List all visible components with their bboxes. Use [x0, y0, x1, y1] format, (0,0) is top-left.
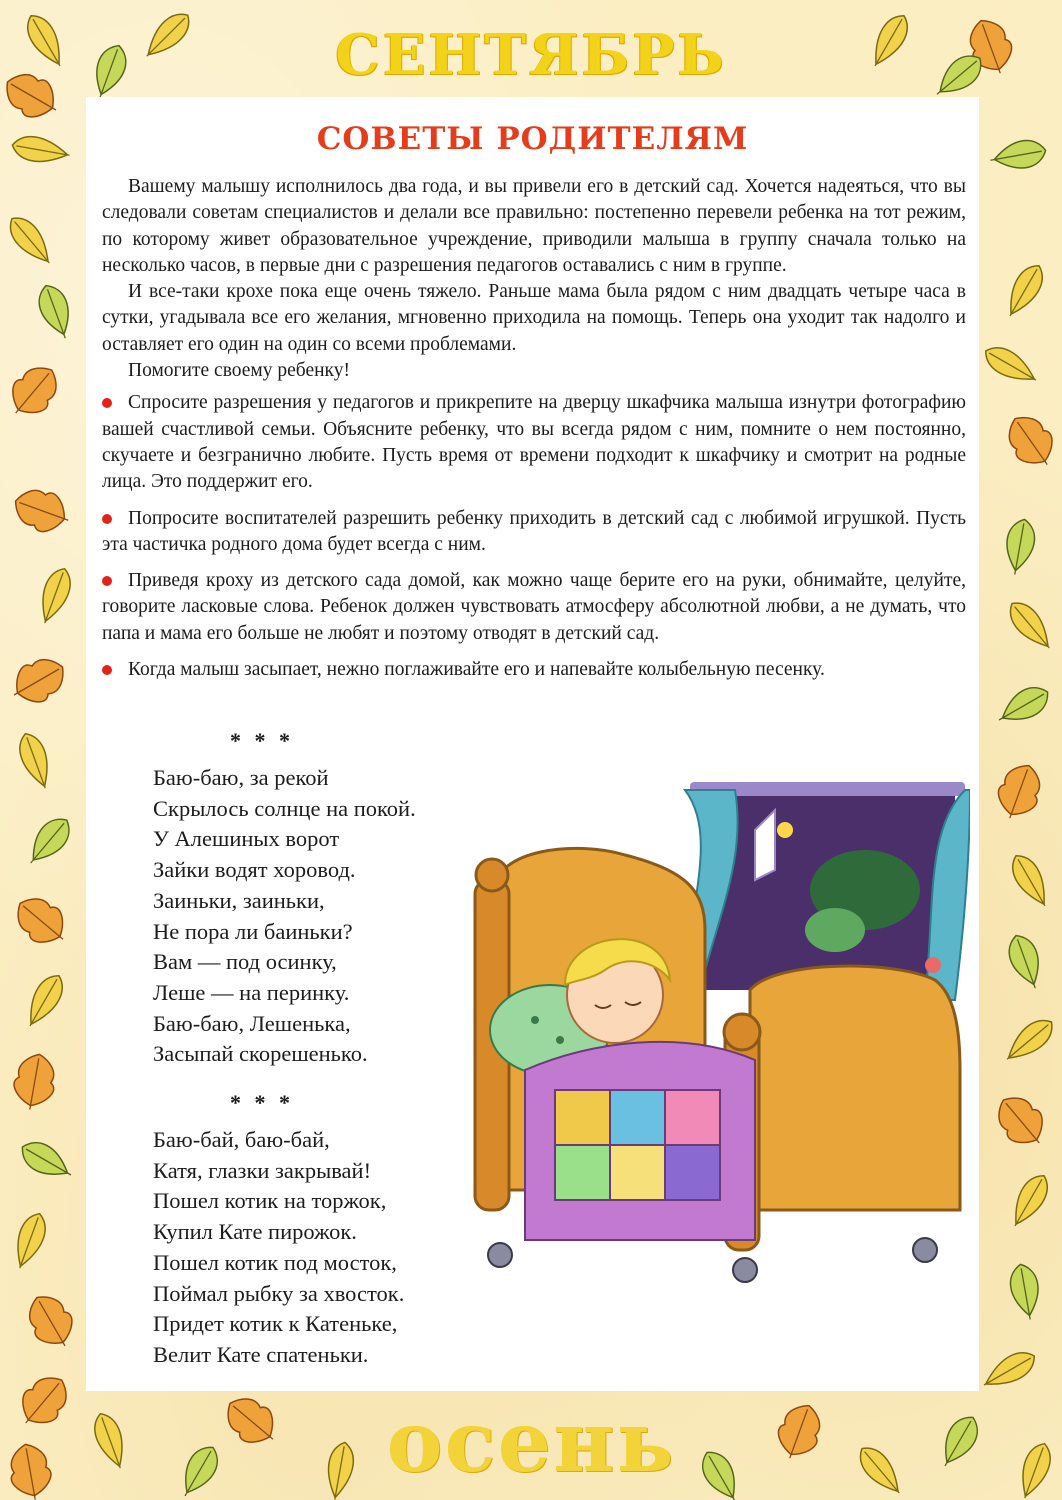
lullaby-poem-1 [153, 763, 416, 1070]
intro-paragraph: Вашему малышу исполнилось два года, и вы привели его в детский сад. Хочется надеяться, что вы следовали советам специалистов и делали все правильно: постепенно перевели ребенка на тот режим, по которому живет образовательное учреждение, приводили малыша в группу сначала только на несколько часов, в первые дни с разрешения педагогов оставались с ним в группе. [102, 176, 966, 276]
poem-line: Купил Кате пирожок. [153, 1219, 357, 1245]
advice-text: Приведя кроху из детского сада домой, как можно чаще берите его на руки, обнимайте, целуйте, говорите ласковые слова. Ребенок должен чувствовать атмосферу абсолютной любви, а не думать, что папа и мама его больше не любят и поэтому отводят в детский сад. [102, 570, 966, 644]
poem-line: Заиньки, заиньки, [153, 887, 325, 913]
poem-line: Вам — под осинку, [153, 949, 337, 975]
advice-text: Когда малыш засыпает, нежно поглаживайте его и напевайте колыбельную песенку. [128, 659, 825, 681]
poem-line: Баю-баю, за рекой [153, 765, 329, 790]
article-body [102, 174, 966, 693]
article-title: СОВЕТЫ РОДИТЕЛЯМ [316, 121, 749, 157]
red-bullet-icon [102, 665, 112, 675]
poem-separator: * * * [230, 728, 294, 753]
advice-bullet [102, 390, 966, 495]
red-bullet-icon [102, 514, 112, 524]
poem-separator: * * * [230, 1090, 294, 1115]
advice-text: Спросите разрешения у педагогов и прикрепите на дверцу шкафчика малыша изнутри фотографию вашей счастливой семьи. Объясните ребенку, что вы всегда рядом с ним, помните о нем постоянно, скучаете и безгранично любите. Пусть время от времени подходит к шкафчику и смотрит на родные лица. Это поддержит его. [102, 392, 966, 493]
poem-line: Пошел котик под мосток, [153, 1249, 397, 1275]
child-sleeping-in-bed-illustration [455, 770, 970, 1290]
season-title: осень [386, 1392, 676, 1491]
advice-text: Попросите воспитателей разрешить ребенку приходить в детский сад с любимой игрушкой. Пусть эта частичка родного дома будет всегда с ним. [102, 507, 966, 555]
red-bullet-icon [102, 398, 112, 408]
poem-line: Не пора ли баиньки? [153, 918, 353, 944]
poem-line: Пошел котик на торжок, [153, 1188, 387, 1214]
poem-line: Баю-бай, баю-бай, [153, 1127, 330, 1152]
poem-line: Скрылось солнце на покой. [153, 795, 416, 821]
poem-line: Поймал рыбку за хвосток. [153, 1280, 405, 1306]
poem-line: Велит Кате спатеньки. [153, 1341, 369, 1367]
poem-line: Катя, глазки закрывай! [153, 1157, 372, 1183]
advice-bullet [102, 506, 966, 559]
poem-line: Баю-баю, Лешенька, [153, 1010, 351, 1036]
month-title: СЕНТЯБРЬ [335, 22, 727, 88]
advice-bullet [102, 657, 966, 683]
poem-line: У Алешиных ворот [153, 826, 340, 852]
advice-bullet [102, 568, 966, 647]
poem-line: Засыпай скорешенько. [153, 1041, 368, 1067]
lullaby-poem-2 [153, 1125, 404, 1371]
poem-line: Зайки водят хоровод. [153, 857, 356, 883]
poem-line: Леше — на перинку. [153, 979, 350, 1005]
red-bullet-icon [102, 576, 112, 586]
paragraph: И все-таки крохе пока еще очень тяжело. Раньше мама была рядом с ним двадцать четыре часа в сутки, угадывала все его желания, мгновенно приходила на помощь. Теперь она уходит так надолго и оставляет его один на один со всеми проблемами. [102, 281, 966, 355]
help-call: Помогите своему ребенку! [128, 360, 350, 382]
poem-line: Придет котик к Катеньке, [153, 1311, 398, 1337]
